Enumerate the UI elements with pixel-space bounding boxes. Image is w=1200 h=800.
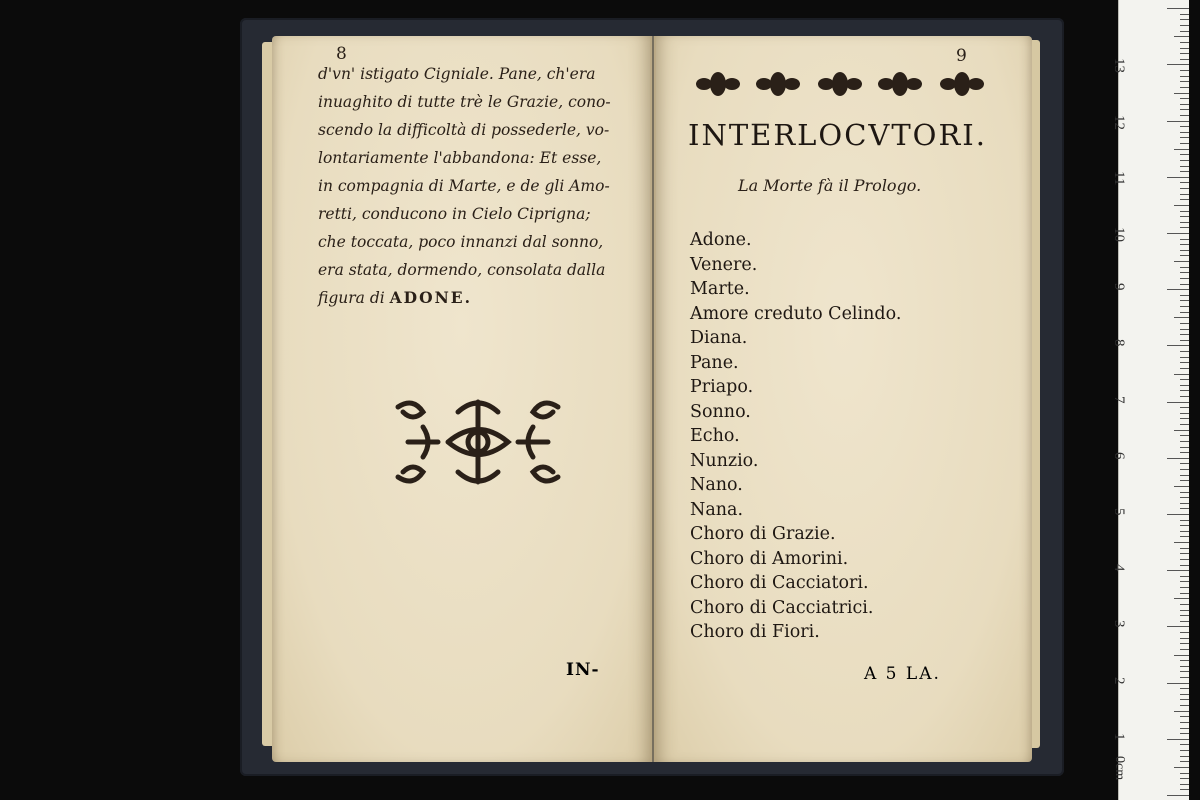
ruler-tick [1180,171,1189,172]
ruler-tick [1174,655,1189,656]
ruler-tick [1180,773,1189,774]
ruler-tick [1180,396,1189,397]
ruler-tick [1180,688,1189,689]
ruler-tick [1180,76,1189,77]
cast-item: Priapo. [690,377,754,397]
ruler-tick [1180,761,1189,762]
prologue-note: La Morte fà il Prologo. [738,176,922,195]
ruler-tick [1180,31,1189,32]
ruler-tick [1180,306,1189,307]
cast-item: Diana. [690,328,748,348]
ruler-tick [1180,548,1189,549]
ruler-tick [1180,604,1189,605]
ruler-tick [1180,756,1189,757]
ruler-tick [1180,694,1189,695]
ruler-label: 6 [1111,451,1127,460]
ruler-label: 8 [1111,339,1127,347]
ruler-tick [1167,289,1189,290]
ruler-tick [1180,463,1189,464]
ruler-tick [1180,340,1189,341]
ruler-tick [1180,25,1189,26]
ruler-tick [1180,188,1189,189]
ruler-tick [1167,345,1189,346]
ruler-tick [1180,222,1189,223]
ruler-tick [1180,531,1189,532]
ruler-tick [1167,626,1189,627]
ruler-tick [1180,525,1189,526]
ruler-tick [1174,149,1189,150]
cast-item: Sonno. [690,401,751,422]
text-line: scendo la difficoltà di possederle, vo- [318,121,610,139]
ruler-tick [1174,711,1189,712]
ruler-tick [1180,638,1189,639]
text-line: era stata, dormendo, consolata dalla [318,261,606,279]
ruler-tick [1180,553,1189,554]
page-title: INTERLOCVTORI. [688,118,987,152]
ruler-tick [1180,475,1189,476]
ruler-tick [1180,104,1189,105]
ruler-tick [1180,239,1189,240]
ruler-tick [1180,199,1189,200]
ruler-tick [1174,374,1189,375]
ruler-tick [1180,744,1189,745]
ruler-tick [1180,143,1189,144]
ruler-label: 11 [1111,170,1127,186]
text-line: che toccata, poco innanzi dal sonno, [318,233,604,251]
ruler-tick [1180,610,1189,611]
ruler-tick [1180,48,1189,49]
ruler-tick [1174,317,1189,318]
ruler-tick [1167,739,1189,740]
ruler-tick [1180,520,1189,521]
ruler-tick [1180,182,1189,183]
cast-item: Choro di Cacciatrici. [690,597,874,618]
ruler-tick [1180,98,1189,99]
cast-item: Nunzio. [690,450,759,471]
fleuron-ornament-icon [388,392,568,492]
ruler-tick [1180,418,1189,419]
ruler-tick [1180,160,1189,161]
ruler-tick [1180,536,1189,537]
ruler-tick [1180,576,1189,577]
ruler-tick [1180,621,1189,622]
cast-item: Echo. [690,426,740,446]
ruler-tick [1180,14,1189,15]
ruler-label: 3 [1111,620,1127,628]
ruler-tick [1167,570,1189,571]
text-line: inuaghito di tutte trè le Grazie, cono- [318,93,611,111]
ruler-tick [1180,435,1189,436]
ruler-tick [1174,261,1189,262]
ruler-tick [1174,205,1189,206]
ruler-label: 4 [1111,564,1127,572]
ruler-label: 10 [1111,227,1127,242]
cast-item: Choro di Fiori. [690,622,820,642]
left-page-number: 8 [336,44,347,64]
ruler-tick [1180,503,1189,504]
text-line: d'vn' istigato Cigniale. Pane, ch'era [318,65,596,83]
ruler-tick [1180,272,1189,273]
ruler-tick [1180,295,1189,296]
ruler-label: 12 [1111,114,1127,130]
ruler-tick [1167,233,1189,234]
ruler-label: 5 [1111,508,1127,516]
ruler-tick [1180,137,1189,138]
ruler-tick [1174,36,1189,37]
ruler-tick [1180,70,1189,71]
ruler-tick [1180,407,1189,408]
ruler-tick [1174,430,1189,431]
ruler-tick [1180,244,1189,245]
ruler-label: 13 [1111,58,1127,74]
catchword-left: IN- [566,660,600,680]
ruler-tick [1180,497,1189,498]
ruler-tick [1167,64,1189,65]
ruler-tick [1180,132,1189,133]
ruler-tick [1180,87,1189,88]
ruler-tick [1180,329,1189,330]
text-line: in compagnia di Marte, e de gli Amo- [318,177,610,195]
ruler-tick [1167,121,1189,122]
ruler-tick [1180,379,1189,380]
ruler-tick [1180,53,1189,54]
cast-item: Amore creduto Celindo. [690,303,902,324]
ruler-tick [1180,390,1189,391]
ruler-tick [1180,255,1189,256]
cast-item: Venere. [690,254,758,275]
ruler-tick [1180,480,1189,481]
ruler-tick [1167,514,1189,515]
ruler-tick [1167,402,1189,403]
ruler-label: 2 [1111,676,1127,685]
ruler-unit: 0cm [1112,756,1127,781]
ruler-tick [1180,733,1189,734]
ruler-tick [1180,728,1189,729]
signature-mark: A 5 LA. [864,664,941,684]
ruler-tick [1180,278,1189,279]
fleuron-band-icon [688,64,994,104]
ruler-tick [1180,154,1189,155]
ruler-tick [1167,177,1189,178]
ruler-tick [1174,767,1189,768]
ruler-tick [1174,486,1189,487]
cast-item: Nano. [690,475,743,495]
ruler-tick [1180,194,1189,195]
ruler-tick [1180,385,1189,386]
ruler-tick [1174,598,1189,599]
text-line: figura di [318,289,385,307]
ruler-tick [1180,492,1189,493]
ruler-tick [1180,671,1189,672]
ruler-tick [1180,565,1189,566]
ruler-tick [1180,323,1189,324]
ruler-label: 9 [1111,283,1127,291]
left-page-text [318,60,630,312]
ruler-tick [1180,357,1189,358]
cast-list [690,228,901,645]
ruler-tick [1180,508,1189,509]
ruler-tick [1180,632,1189,633]
ruler-tick [1167,8,1189,9]
ruler-tick [1180,559,1189,560]
ruler-tick [1180,452,1189,453]
cast-item: Adone. [690,230,752,250]
ruler-label: 1 [1111,732,1127,741]
ruler-tick [1180,705,1189,706]
cast-item: Marte. [690,279,750,299]
cast-item: Pane. [690,352,739,373]
ruler-tick [1180,587,1189,588]
adone-caps: ADONE. [389,288,472,307]
cast-item: Nana. [690,499,744,520]
ruler-tick [1167,458,1189,459]
ruler-tick [1180,334,1189,335]
ruler-tick [1180,300,1189,301]
ruler-tick [1180,615,1189,616]
ruler-tick [1180,368,1189,369]
ruler-tick [1180,362,1189,363]
ruler-tick [1180,284,1189,285]
text-line: retti, conducono in Cielo Ciprigna; [318,205,591,223]
ruler-tick [1180,469,1189,470]
ruler-tick [1180,441,1189,442]
ruler-tick [1180,722,1189,723]
ruler-tick [1180,19,1189,20]
ruler-tick [1180,211,1189,212]
ruler-tick [1180,750,1189,751]
ruler-tick [1167,683,1189,684]
ruler-tick [1180,699,1189,700]
ruler-tick [1180,126,1189,127]
ruler-tick [1180,581,1189,582]
cast-item: Choro di Amorini. [690,548,849,569]
ruler-tick [1180,413,1189,414]
ruler-tick [1180,666,1189,667]
ruler-tick [1180,109,1189,110]
cast-item: Choro di Grazie. [690,524,836,544]
text-line-last [318,284,630,312]
ruler-tick [1180,716,1189,717]
ruler-tick [1180,250,1189,251]
measuring-ruler [1111,0,1189,800]
ruler-label: 7 [1111,395,1127,404]
ruler-tick [1180,784,1189,785]
text-line: lontariamente l'abbandona: Et esse, [318,149,602,167]
ruler-tick [1180,42,1189,43]
ruler-tick [1180,166,1189,167]
ruler-tick [1174,93,1189,94]
ruler-tick [1180,227,1189,228]
ruler-tick [1180,216,1189,217]
ruler-tick [1180,447,1189,448]
book-gutter [650,36,656,762]
ruler-tick [1180,789,1189,790]
ruler-tick [1180,59,1189,60]
ruler-tick [1180,660,1189,661]
ruler-tick [1180,351,1189,352]
ruler-tick [1167,795,1189,796]
ruler-tick [1174,542,1189,543]
ruler-tick [1180,81,1189,82]
ruler-tick [1180,267,1189,268]
ruler-tick [1180,312,1189,313]
ruler-tick [1180,593,1189,594]
ruler-tick [1180,643,1189,644]
ruler-tick [1180,115,1189,116]
ruler-tick [1180,424,1189,425]
right-page-number: 9 [956,46,967,66]
ruler-tick [1180,649,1189,650]
ruler-tick [1180,778,1189,779]
ruler-tick [1180,677,1189,678]
cast-item: Choro di Cacciatori. [690,573,869,593]
